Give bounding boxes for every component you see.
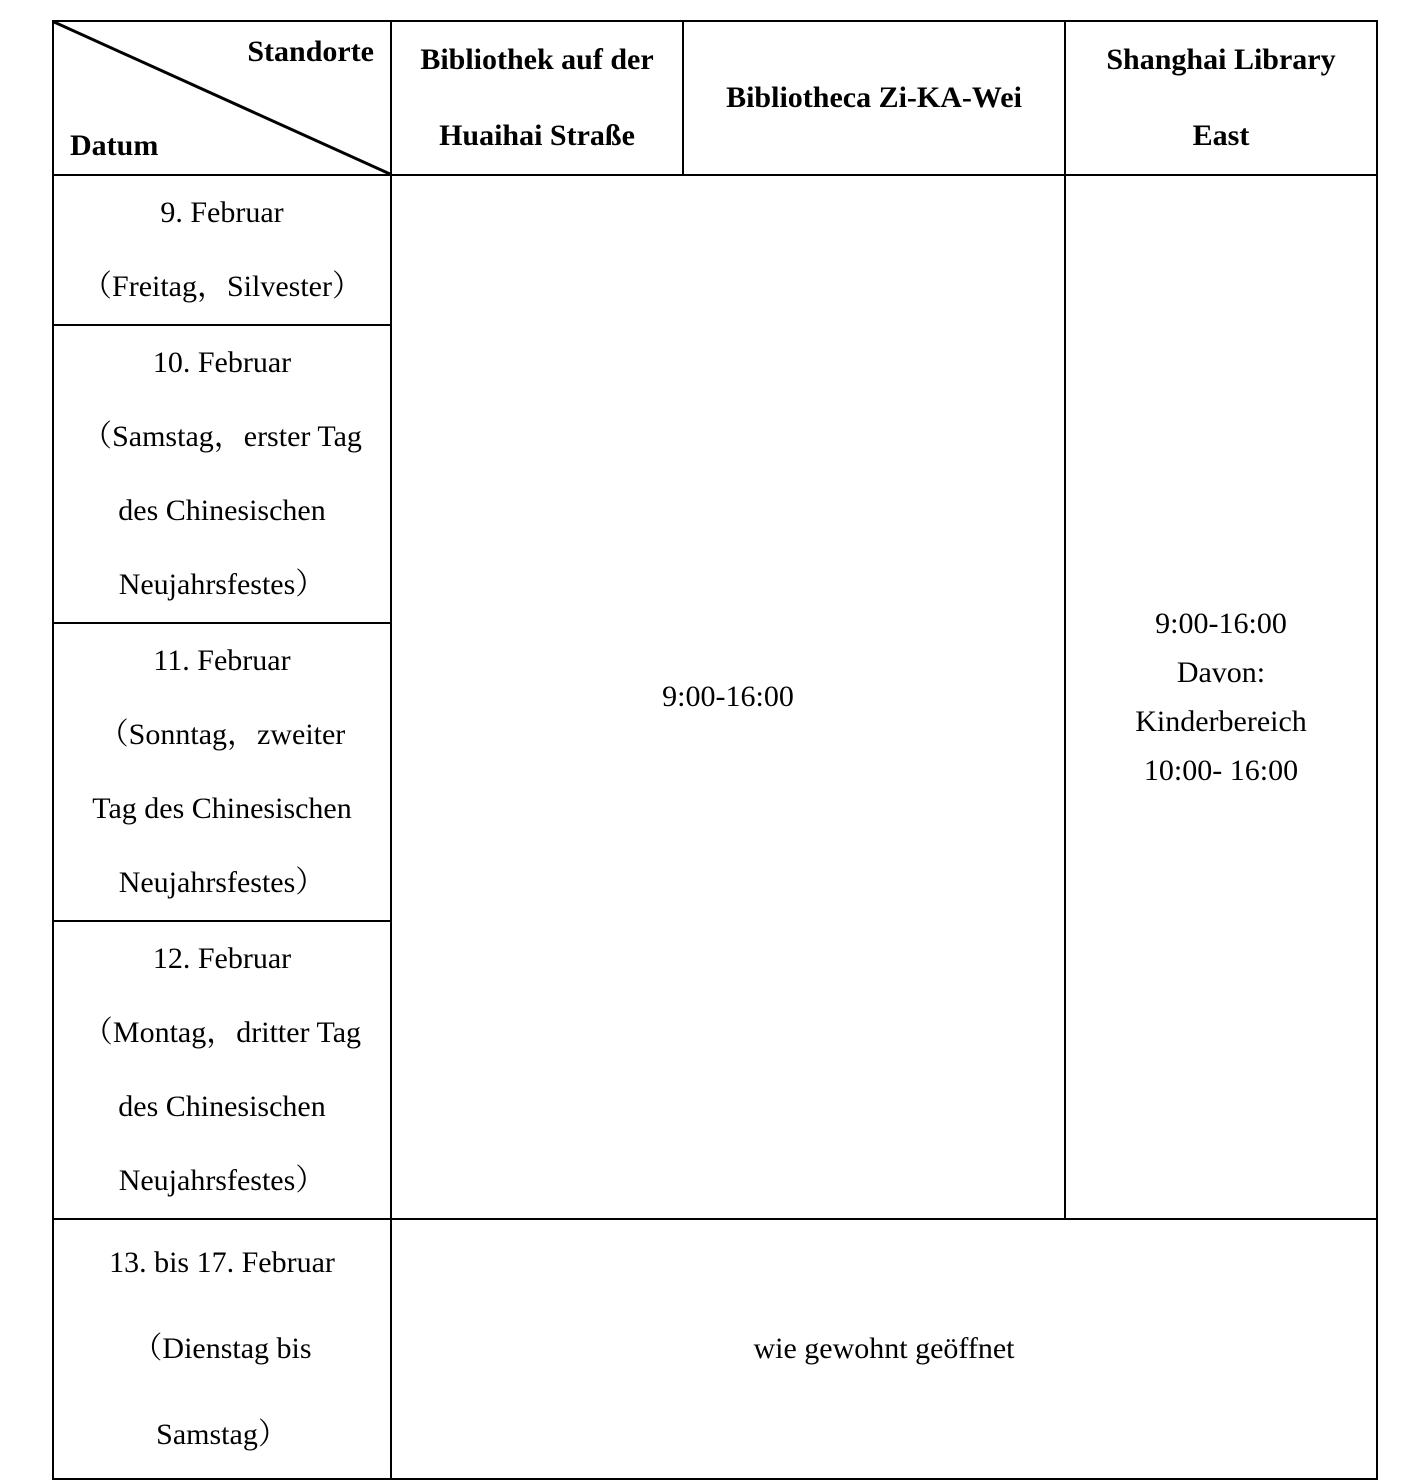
column-header-huaihai-line2: Huaihai Straße xyxy=(439,119,635,152)
date-line: （Dienstag bis xyxy=(132,1332,312,1365)
date-line: Neujahrsfestes） xyxy=(118,568,326,601)
column-header-huaihai xyxy=(391,21,683,175)
corner-label-datum: Datum xyxy=(70,129,159,162)
date-line: des Chinesischen xyxy=(118,1090,326,1123)
date-line: 10. Februar xyxy=(152,346,292,379)
date-line: 12. Februar xyxy=(152,942,292,975)
date-cell-feb-13-17 xyxy=(53,1219,391,1479)
date-line: （Samstag，erster Tag xyxy=(82,420,362,453)
corner-label-standorte: Standorte xyxy=(247,35,374,68)
header-row xyxy=(53,21,1377,175)
corner-header-cell xyxy=(53,21,391,175)
date-cell-feb-11 xyxy=(53,623,391,921)
hours-line: 10:00- 16:00 xyxy=(1143,754,1299,787)
date-line: Neujahrsfestes） xyxy=(118,866,326,899)
column-header-east-line2: East xyxy=(1192,119,1250,152)
column-header-huaihai-line1: Bibliothek auf der xyxy=(420,43,654,76)
date-cell-feb-9 xyxy=(53,175,391,325)
hours-cell-east xyxy=(1065,175,1377,1219)
date-line: （Freitag，Silvester） xyxy=(82,270,362,303)
hours-line: Davon: xyxy=(1176,656,1266,689)
date-line: 13. bis 17. Februar xyxy=(109,1246,335,1279)
regular-hours-note: wie gewohnt geöffnet xyxy=(753,1332,1015,1365)
table-row xyxy=(53,175,1377,325)
date-cell-feb-12 xyxy=(53,921,391,1219)
hours-value: 9:00-16:00 xyxy=(662,680,794,713)
date-line: des Chinesischen xyxy=(118,494,326,527)
date-line: Samstag） xyxy=(156,1418,288,1451)
date-cell-feb-10 xyxy=(53,325,391,623)
date-line: Tag des Chinesischen xyxy=(92,792,352,825)
hours-line: 9:00-16:00 xyxy=(1155,607,1287,640)
date-line: Neujahrsfestes） xyxy=(118,1164,326,1197)
table-row xyxy=(53,1219,1377,1479)
column-header-zikawei-label: Bibliotheca Zi-KA-Wei xyxy=(726,81,1022,114)
regular-hours-cell xyxy=(391,1219,1377,1479)
date-line: 11. Februar xyxy=(153,644,291,677)
opening-hours-table xyxy=(52,20,1378,1480)
hours-cell-huaihai-zikawei xyxy=(391,175,1065,1219)
date-line: 9. Februar xyxy=(160,196,284,229)
date-line: （Montag，dritter Tag xyxy=(82,1016,362,1049)
hours-line: Kinderbereich xyxy=(1135,705,1307,738)
column-header-zikawei xyxy=(683,21,1065,175)
column-header-east-line1: Shanghai Library xyxy=(1106,43,1336,76)
date-line: （Sonntag，zweiter xyxy=(98,718,346,751)
column-header-east xyxy=(1065,21,1377,175)
